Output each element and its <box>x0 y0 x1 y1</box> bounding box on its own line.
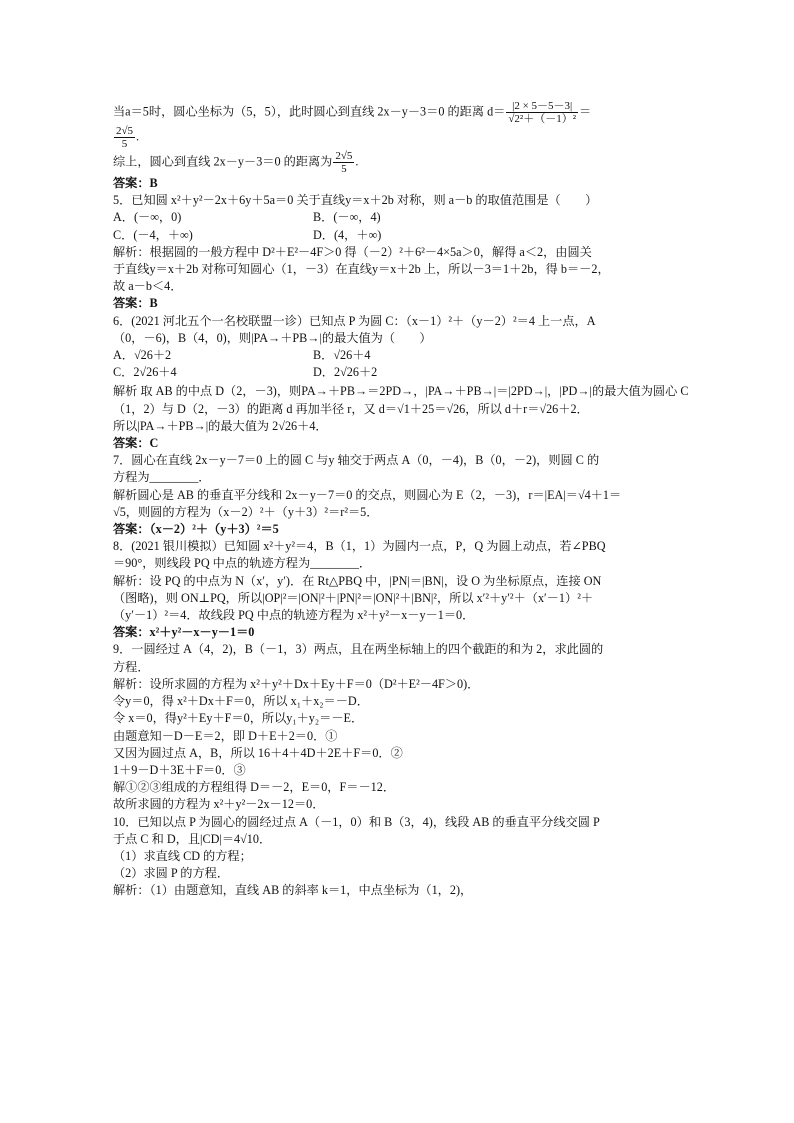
q5-solution-2: 于直线y＝x＋2b 对称可知圆心（1，－3）在直线y＝x＋2b 上，所以－3＝1＋2b，得 b＝－2， <box>113 262 610 277</box>
q7-stem-2: 方程为________． <box>113 470 211 485</box>
answer-top: 答案：B <box>113 176 158 190</box>
q10-stem-1: 10．已知以点 P 为圆心的圆经过点 A（－1，0）和 B（3，4)，线段 AB 的垂直平分线交圆 P <box>113 814 600 829</box>
q9-line-2: 令y＝0，得 x²＋Dx＋F＝0，所以 x₁＋x₂＝－D． <box>113 694 369 709</box>
q7-answer: 答案：（x－2）²＋（y＋3）²＝5 <box>113 522 279 537</box>
q6-options-row-2 <box>113 364 683 381</box>
q10-part-2: （2）求圆 P 的方程． <box>113 866 230 881</box>
q5-solution-1: 解析：根据圆的一般方程中 D²＋E²－4F＞0 得（－2）²＋6²－4×5a＞0，解得 a＜2，由圆关 <box>113 244 592 259</box>
q6-stem-1: 6．(2021 河北五个一名校联盟一诊）已知点 P 为圆 C：（x－1）²＋（y－2）²＝4 上一点，A <box>113 313 596 328</box>
q5-option-d: D．(4，＋∞) <box>313 227 382 242</box>
q8-solution-3: （y′－1）²＝4．故线段 PQ 中点的轨迹方程为 x²＋y²－x－y－1＝0． <box>113 608 475 623</box>
q6-answer: 答案：C <box>113 436 159 451</box>
q10-stem-2: 于点 C 和 D，且|CD|＝4√10． <box>113 831 272 846</box>
q5-solution-3: 故 a－b＜4． <box>113 279 183 294</box>
q7-solution-2: √5，则圆的方程为（x－2）²＋（y＋3）²＝r²＝5． <box>113 504 379 519</box>
q8-answer: 答案：x²＋y²－x－y－1＝0 <box>113 625 255 640</box>
q6-option-a: A．√26＋2 <box>113 348 172 363</box>
q9-line-5: 又因为圆过点 A，B，所以 16＋4＋4D＋2E＋F＝0．② <box>113 745 403 760</box>
q5-option-a: A．(－∞，0) <box>113 210 182 225</box>
q5-answer: 答案：B <box>113 296 158 311</box>
q6-option-d: D．2√26＋2 <box>313 365 378 380</box>
q9-line-4: 由题意知－D－E＝2，即 D＋E＋2＝0．① <box>113 728 338 743</box>
q8-solution-2: （图略)，则 ON⊥PQ，所以|OP|²＝|ON|²＋|PN|²＝|ON|²＋|BN|²，所以 x′²＋y′²＋（x′－1）²＋ <box>113 590 594 605</box>
document-page <box>113 100 689 900</box>
q5-stem: 5．已知圆 x²＋y²－2x＋6y＋5a＝0 关于直线y＝x＋2b 对称，则 a－b 的取值范围是（ ） <box>113 193 598 208</box>
q9-line-1: 解析：设所求圆的方程为 x²＋y²＋Dx＋Ey＋F＝0（D²＋E²－4F＞0)． <box>113 676 480 691</box>
q9-stem-1: 9．一圆经过 A（4，2)，B（－1，3）两点，且在两坐标轴上的四个截距的和为 2，求此圆的 <box>113 642 604 657</box>
top-line-2: $\frac{2√5}{5}$ . <box>116 125 140 150</box>
top-line-1: 当a＝5时，圆心坐标为（5，5），此时圆心到直线 2x－y－3＝0 的距离 d＝ $\frac{|2 \times 5-5-3|}{\text{√2²＋（－1）²}}$ ＝ <box>113 100 592 125</box>
distance-fraction: $\frac{|2 \times 5-5-3|}{\text{√2²＋（－1）²}}$ <box>508 100 576 125</box>
q8-solution-1: 解析：设 PQ 的中点为 N（x′，y′)．在 Rt△PBQ 中，|PN|＝|BN|，设 O 为坐标原点，连接 ON <box>113 573 602 588</box>
q5-options-row-1 <box>113 209 683 226</box>
q6-solution-1: 解析 取 AB 的中点 D（2，－3)，则PA→＋PB→＝2PD→，|PA→＋PB→|＝|2PD→|，|PD→|的最大值为圆心 C <box>113 384 689 399</box>
q6-stem-2: （0，－6)，B（4，0)，则|PA→＋PB→|的最大值为（ ） <box>113 330 432 345</box>
q6-solution-2: （1，2）与 D（2，－3）的距离 d 再加半径 r，又 d＝√1＋25＝√26，所以 d＋r＝√26＋2． <box>113 401 589 416</box>
q9-line-3: 令 x＝0，得y²＋Ey＋F＝0，所以y₁＋y₂＝－E． <box>113 711 364 726</box>
q6-options-row-1 <box>113 347 683 364</box>
summary-fraction: $\frac{2√5}{5}$ <box>335 150 353 175</box>
q7-solution-1: 解析圆心是 AB 的垂直平分线和 2x－y－7＝0 的交点，则圆心为 E（2，－3)，r＝|EA|＝√4＋1＝ <box>113 487 622 502</box>
summary-line: 综上，圆心到直线 2x－y－3＝0 的距离为 $\frac{2√5}{5}$ . <box>113 150 359 175</box>
q5-options-row-2 <box>113 227 683 244</box>
q10-part-1: （1）求直线 CD 的方程； <box>113 848 252 863</box>
q6-solution-3: 所以|PA→＋PB→|的最大值为 2√26＋4． <box>113 418 328 433</box>
q5-option-b: B．(－∞，4) <box>313 210 381 225</box>
q9-line-8: 故所求圆的方程为 x²＋y²－2x－12＝0． <box>113 797 325 812</box>
q6-option-c: C．2√26＋4 <box>113 365 177 380</box>
q5-option-c: C．(－4，＋∞) <box>113 227 193 242</box>
q6-option-b: B．√26＋4 <box>313 348 371 363</box>
q9-line-6: 1＋9－D＋3E＋F＝0．③ <box>113 762 246 777</box>
q10-solution-1: 解析：（1）由题意知，直线 AB 的斜率 k＝1，中点坐标为（1，2)， <box>113 883 473 898</box>
q7-stem-1: 7．圆心在直线 2x－y－7＝0 上的圆 C 与y 轴交于两点 A（0，－4)，B（0，－2)，则圆 C 的 <box>113 453 600 468</box>
q9-line-7: 解①②③组成的方程组得 D＝－2，E＝0，F＝－12． <box>113 780 396 795</box>
q8-stem-1: 8．(2021 银川模拟）已知圆 x²＋y²＝4，B（1，1）为圆内一点，P，Q 为圆上动点，若∠PBQ <box>113 539 606 554</box>
q9-stem-2: 方程． <box>113 659 150 674</box>
q8-stem-2: ＝90°，则线段 PQ 中点的轨迹方程为________． <box>113 556 372 571</box>
distance-result-fraction: $\frac{2√5}{5}$ <box>116 125 134 150</box>
